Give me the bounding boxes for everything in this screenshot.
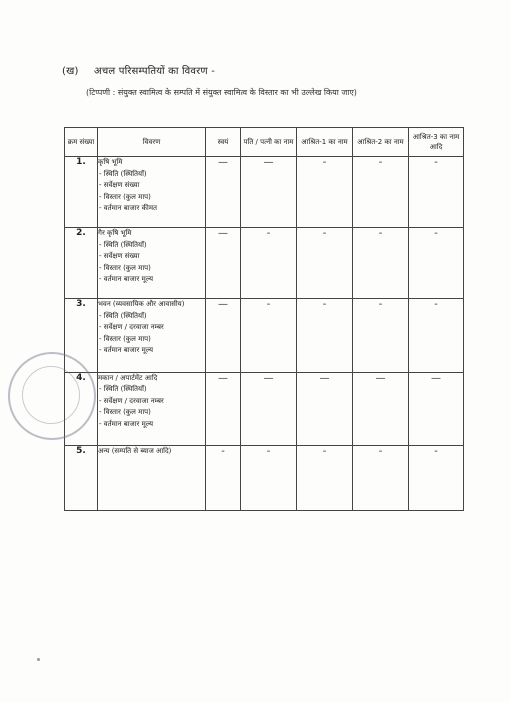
dependent-2-entry: - [353,157,409,228]
table-row [65,228,464,299]
section-title: अचल परिसम्पतियों का विवरण - [93,66,216,77]
row-item: - स्थिति (स्थितियाँ) [99,385,147,394]
header-serial: क्रम संख्या [65,128,98,157]
self-entry: — [206,372,241,445]
row-item: - वर्तमान बाजार मूल्य [99,346,154,355]
row-title: भवन (व्यवसायिक और आवासीय) [98,300,185,309]
spouse-entry: - [241,228,297,299]
row-title: गैर कृषि भूमि [98,229,132,238]
dependent-2-entry: - [353,299,409,372]
table-row [65,157,464,228]
spouse-entry: - [241,445,297,510]
section-number: (ख) [62,66,79,77]
row-item: - सर्वेक्षण संख्या [99,252,140,261]
row-item: - विस्तार (कुल माप) [99,192,151,201]
header-dependent-3: आश्रित-3 का नाम आदि [409,128,464,157]
self-entry: — [206,299,241,372]
self-entry: - [206,445,241,510]
row-title: कृषि भूमि [98,158,123,166]
header-spouse: पति / पत्नी का नाम [241,128,297,157]
stamp-inner-ring [22,366,80,424]
dependent-2-entry: - [353,228,409,299]
row-serial: 2. [65,228,98,299]
row-description [98,157,206,228]
dependent-1-entry: - [297,157,353,228]
header-self: स्वयं [206,128,241,157]
self-entry: — [206,228,241,299]
row-serial: 4. [65,372,98,445]
header-dependent-1: आश्रित-1 का नाम [297,128,353,157]
section-note: (टिप्पणी : संयुक्त स्वामित्व के सम्पति में संयुक्त स्वामित्व के विस्तार का भी उल्लेख किया जाए) [86,88,357,97]
table-row [65,299,464,372]
row-item: - विस्तार (कुल माप) [99,408,151,417]
dependent-1-entry: — [297,372,353,445]
table-header-row [65,128,464,157]
row-item: - सर्वेक्षण संख्या [99,181,140,189]
header-dependent-2: आश्रित-2 का नाम [353,128,409,157]
table-row [65,445,464,510]
row-serial: 5. [65,445,98,510]
dependent-3-entry: — [409,372,464,445]
row-serial: 1. [65,157,98,228]
row-item: - सर्वेक्षण / दरवाजा नम्बर [99,323,164,332]
row-item: - वर्तमान बाजार मूल्य [99,275,154,284]
dependent-3-entry: - [409,299,464,372]
dependent-3-entry: - [409,445,464,510]
row-title: अन्य (सम्पति से ब्याज आदि) [98,446,172,455]
row-description [98,372,206,445]
dependent-2-entry: - [353,445,409,510]
dependent-1-entry: - [297,299,353,372]
row-item: - सर्वेक्षण / दरवाजा नम्बर [99,396,164,405]
row-description [98,299,206,372]
scan-speck [37,658,40,661]
dependent-3-entry: - [409,157,464,228]
row-item: - विस्तार (कुल माप) [99,334,151,343]
official-stamp [8,352,96,440]
spouse-entry: — [241,157,297,228]
assets-table [64,127,464,511]
row-item: - वर्तमान बाजार कीमत [99,204,158,212]
row-item: - वर्तमान बाजार मूल्य [99,419,154,428]
row-item: - स्थिति (स्थितियाँ) [99,240,147,249]
row-item: - स्थिति (स्थितियाँ) [99,169,147,178]
self-entry: — [206,157,241,228]
spouse-entry: - [241,299,297,372]
section-heading [62,63,215,77]
dependent-1-entry: - [297,228,353,299]
header-description: विवरण [98,128,206,157]
row-item: - स्थिति (स्थितियाँ) [99,311,147,320]
row-description [98,445,206,510]
dependent-1-entry: - [297,445,353,510]
row-item: - विस्तार (कुल माप) [99,263,151,272]
row-description [98,228,206,299]
dependent-3-entry: - [409,228,464,299]
row-title: मकान / अपार्टमेंट आदि [98,373,158,382]
dependent-2-entry: — [353,372,409,445]
spouse-entry: — [241,372,297,445]
table-row [65,372,464,445]
row-serial: 3. [65,299,98,372]
